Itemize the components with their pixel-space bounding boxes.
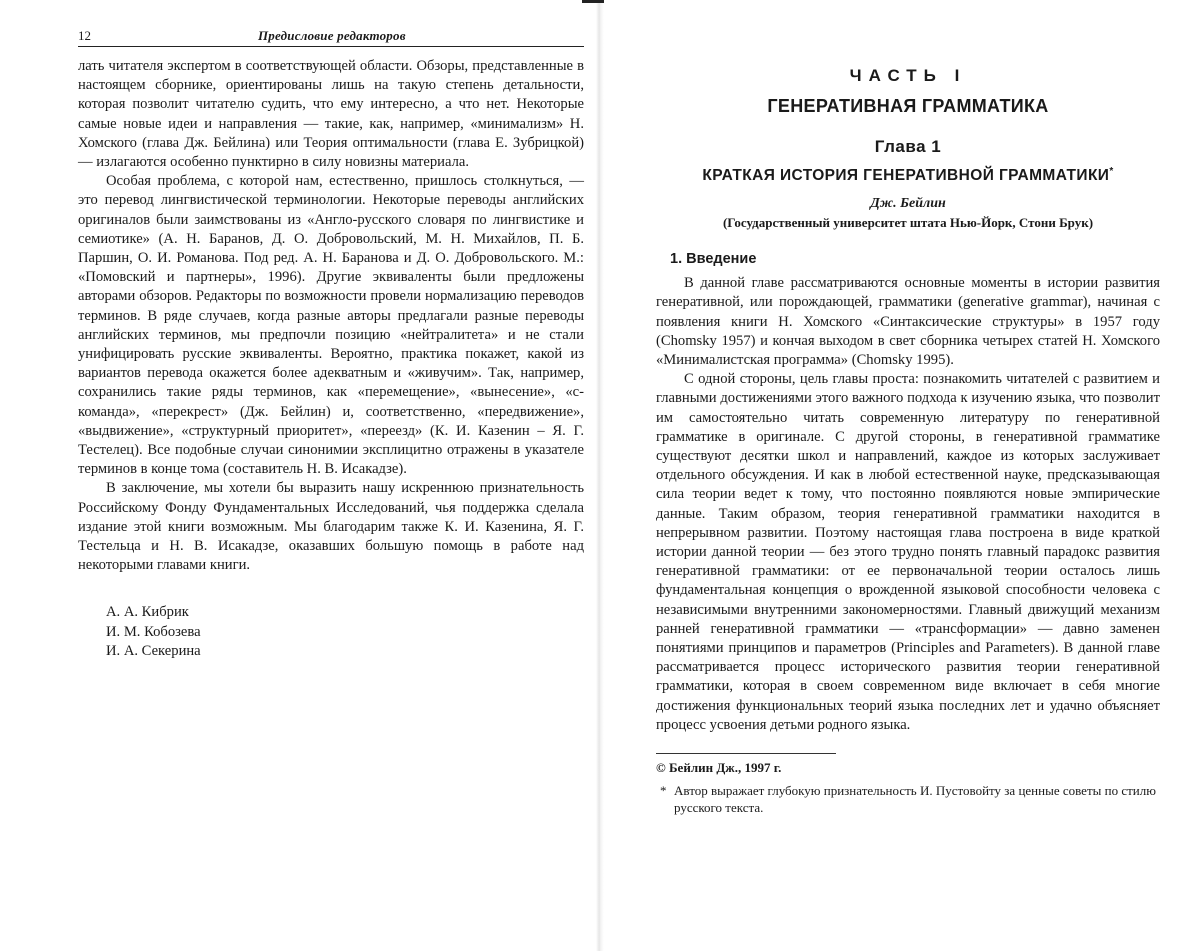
running-title: Предисловие редакторов: [258, 28, 406, 43]
footnote-reference: *: [1109, 166, 1114, 177]
signature-name: И. М. Кобозева: [106, 623, 201, 640]
paragraph: Особая проблема, с которой нам, естественно, пришлось столкнуться, — это перевод лингвистической терминологии. Некоторые переводы английских оригиналов были заимствованы из «Англо-русского словаря по лингвистике и семиотике» (А. Н. Баранов, Д. О. Добровольский, М. Н. Михайлов, П. Б. Паршин, О. И. Романова. Под ред. А. Н. Баранова и Д. О. Добровольского. М.: «Помовский и партнеры», 1996). Другие эквиваленты были предложены авторами обзоров. Редакторы по возможности провели нормализацию переводов терминов. В ряде случаев, когда разные авторы предлагали разные переводы английских терминов, мы предпочли позицию «нейтралитета» и не стали унифицировать русские эквиваленты. Вероятно, практика покажет, какой из вариантов перевода окажется более адекватным и «живучим». Так, например, сохранились такие ряды терминов, как «перемещение», «вынесение», «с-команда», «перекрест» (Дж. Бейлин) и, соответственно, «передвижение», «выдвижение», «структурный приоритет», «переезд» (К. И. Казенин – Я. Г. Тестелец). Все подобные случаи синонимии эксплицитно отражены в указателе терминов в конце тома (составитель Н. В. Исакадзе).: [78, 173, 584, 478]
left-page: [78, 26, 584, 661]
chapter-author: Дж. Бейлин: [870, 196, 946, 212]
footnote-divider: [656, 753, 836, 754]
part-title: ГЕНЕРАТИВНАЯ ГРАММАТИКА: [767, 96, 1049, 116]
scan-mark: [582, 0, 604, 3]
page-number: 12: [78, 28, 91, 43]
footnote: [656, 782, 1160, 816]
editor-signatures: [78, 603, 584, 661]
book-spine: [596, 0, 604, 951]
signature-name: А. А. Кибрик: [106, 604, 189, 621]
author-affiliation: (Государственный университет штата Нью-Йорк, Стони Брук): [722, 215, 1094, 231]
left-body-text: [78, 57, 584, 575]
paragraph: В данной главе рассматриваются основные моменты в истории развития генеративной, или порождающей, грамматики (generative grammar), начиная с появления книги Н. Хомского «Синтаксические структуры» в 1957 году (Chomsky 1957) и кончая выходом в свет сборника четырех статей Н. Хомского «Минималистская программа» (Chomsky 1995).: [656, 275, 1160, 368]
copyright-line: © Бейлин Дж., 1997 г.: [656, 760, 782, 776]
footnote-mark: *: [660, 783, 667, 799]
chapter-title: [656, 166, 1160, 185]
footnote-text: Автор выражает глубокую признательность И. Пустовойту за ценные советы по стилю русского текста.: [674, 783, 1156, 816]
paragraph: С одной стороны, цель главы проста: познакомить читателей с развитием и главными достижениями этого важного подхода к изучению языка, что позволит им самостоятельно читать современную литературу по генеративной грамматике в оригинале. С другой стороны, в генеративной грамматике существуют десятки школ и направлений, каждое из которых заслуживает отдельного обсуждения. И как в любой естественной науке, предсказывающая сила теории ведет к тому, что постоянно появляются новые эмпирические данные. Таким образом, теория генеративной грамматики находится в непрерывном развитии. Поэтому настоящая глава построена в виде краткой истории данной теории — без этого трудно понять главный парадокс развития генеративной грамматики: от ее первоначальной теории осталось лишь фундаментальная концепция о врожденной языковой способности человека с независимыми внутренними закономерностями. Главный движущий механизм ранней генеративной грамматики — «трансформации» — давно заменен понятиями принципов и параметров (Principles and Parameters). В данной главе рассматривается процесс исторического развития теории генеративной грамматики, которая в своем современном виде включает в себя многие достижения функциональных теорий языка последних лет и удачно объясняет процесс усвоения детьми родного языка.: [656, 371, 1160, 733]
chapter-title-text: КРАТКАЯ ИСТОРИЯ ГЕНЕРАТИВНОЙ ГРАММАТИКИ: [702, 167, 1110, 185]
right-body-text: [656, 274, 1160, 735]
part-label: ЧАСТЬ I: [849, 66, 967, 85]
right-page: [656, 58, 1160, 816]
section-heading: 1. Введение: [670, 251, 757, 268]
signature-name: И. А. Секерина: [106, 642, 201, 659]
chapter-label: Глава 1: [874, 137, 942, 156]
paragraph: В заключение, мы хотели бы выразить нашу искреннюю признательность Российскому Фонду Фундаментальных Исследований, чья поддержка сделала издание этой книги возможным. Мы благодарим также К. И. Казенина, Я. Г. Тестельца и Н. В. Исакадзе, оказавших большую помощь в работе над некоторыми главами книги.: [78, 480, 584, 574]
running-head: [78, 26, 584, 47]
paragraph: лать читателя экспертом в соответствующей области. Обзоры, представленные в настоящем сборнике, ориентированы лишь на такую степень детальности, которая позволит читателю судить, что ему интересно, а что нет. Некоторые самые новые идеи и направления — такие, как, например, «минимализм» Н. Хомского (глава Дж. Бейлина) или Теория оптимальности (глава Е. Зубрицкой) — излагаются особенно пунктирно в силу новизны материала.: [78, 58, 584, 171]
